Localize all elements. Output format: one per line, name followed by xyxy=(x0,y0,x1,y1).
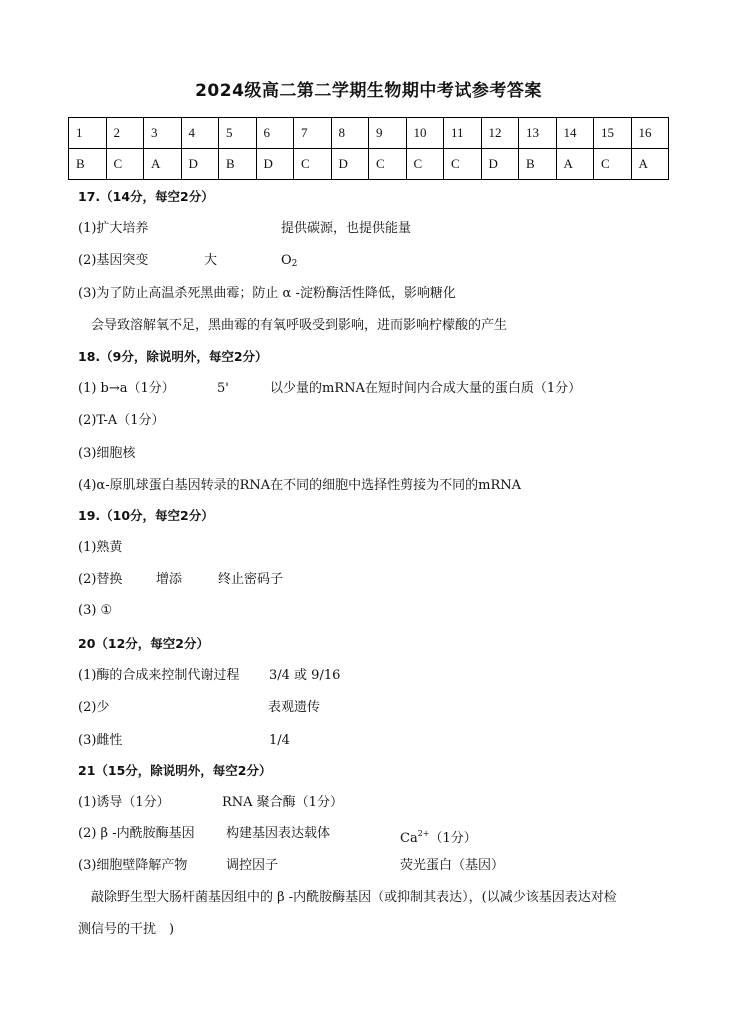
question-number-cell: 16 xyxy=(631,118,669,149)
page-title: 2024级高二第二学期生物期中考试参考答案 xyxy=(195,81,542,101)
q17-answer-2b: 大 xyxy=(204,253,218,268)
q21-header: 21（15分，除说明外，每空2分） xyxy=(78,763,272,778)
answer-table xyxy=(68,117,669,180)
q19-answer-2b: 增添 xyxy=(156,572,183,587)
answer-cell: A xyxy=(631,149,669,180)
answer-cell: B xyxy=(69,149,107,180)
q20-answer-3a: (3)雌性 xyxy=(78,733,123,748)
q19-answer-2c: 终止密码子 xyxy=(218,572,284,587)
answer-cell: C xyxy=(106,149,144,180)
answer-cell: C xyxy=(294,149,332,180)
q17-header: 17.（14分，每空2分） xyxy=(78,189,214,204)
answer-cell: C xyxy=(369,149,407,180)
q21-answer-3c: 荧光蛋白（基因） xyxy=(400,858,505,873)
answer-cell: D xyxy=(181,149,219,180)
question-number-cell: 9 xyxy=(369,118,407,149)
q19-header: 19.（10分，每空2分） xyxy=(78,508,214,523)
question-number-cell: 14 xyxy=(556,118,594,149)
question-number-cell: 4 xyxy=(181,118,219,149)
q20-answer-1a: (1)酶的合成来控制代谢过程 xyxy=(78,668,240,683)
answer-cell: A xyxy=(556,149,594,180)
question-number-cell: 11 xyxy=(444,118,482,149)
q18-answer-2: (2)T-A（1分） xyxy=(78,413,165,428)
question-number-cell: 2 xyxy=(106,118,144,149)
q17-answer-1b: 提供碳源，也提供能量 xyxy=(281,221,412,236)
answer-table-answer-row xyxy=(69,149,669,180)
q20-answer-3b: 1/4 xyxy=(269,733,290,748)
question-number-cell: 6 xyxy=(256,118,294,149)
q18-answer-4: (4)α-原肌球蛋白基因转录的RNA在不同的细胞中选择性剪接为不同的mRNA xyxy=(78,478,522,493)
q18-answer-1c: 以少量的mRNA在短时间内合成大量的蛋白质（1分） xyxy=(270,381,582,396)
q21-answer-3-cont: 敲除野生型大肠杆菌基因组中的 β -内酰胺酶基因（或抑制其表达），(以减少该基因表达对检 xyxy=(91,890,617,905)
q20-answer-2a: (2)少 xyxy=(78,700,110,715)
q18-answer-1b: 5' xyxy=(217,381,229,396)
q21-answer-3b: 调控因子 xyxy=(226,858,279,873)
q21-answer-3a: (3)细胞壁降解产物 xyxy=(78,858,188,873)
question-number-cell: 10 xyxy=(406,118,444,149)
q18-answer-3: (3)细胞核 xyxy=(78,446,136,461)
q20-header: 20（12分，每空2分） xyxy=(78,636,209,651)
question-number-cell: 7 xyxy=(294,118,332,149)
q17-answer-1a: (1)扩大培养 xyxy=(78,221,149,236)
answer-cell: D xyxy=(256,149,294,180)
q20-answer-1b: 3/4 或 9/16 xyxy=(269,668,341,683)
q18-header: 18.（9分，除说明外，每空2分） xyxy=(78,349,268,364)
answer-cell: A xyxy=(144,149,182,180)
q19-answer-3: (3) ① xyxy=(78,603,113,618)
q21-answer-1a: (1)诱导（1分） xyxy=(78,795,170,810)
question-number-cell: 1 xyxy=(69,118,107,149)
question-number-cell: 15 xyxy=(594,118,632,149)
q17-answer-3-cont: 会导致溶解氧不足，黑曲霉的有氧呼吸受到影响，进而影响柠檬酸的产生 xyxy=(91,318,508,333)
answer-cell: D xyxy=(331,149,369,180)
answer-cell: D xyxy=(481,149,519,180)
answer-cell: C xyxy=(406,149,444,180)
q21-answer-3-cont-2: 测信号的干扰 ) xyxy=(78,922,175,937)
q21-answer-1b: RNA 聚合酶（1分） xyxy=(222,795,343,810)
q17-answer-2a: (2)基因突变 xyxy=(78,253,149,268)
question-number-cell: 5 xyxy=(219,118,257,149)
question-number-cell: 3 xyxy=(144,118,182,149)
q19-answer-1: (1)熟黄 xyxy=(78,540,123,555)
q17-answer-3: (3)为了防止高温杀死黑曲霉；防止 α -淀粉酶活性降低，影响糖化 xyxy=(78,286,456,301)
q21-answer-2c: $Ca^{2+}(1$分） xyxy=(400,829,477,846)
q17-answer-2c: $O_2$ xyxy=(281,253,298,269)
q19-answer-2a: (2)替换 xyxy=(78,572,123,587)
q18-answer-1a: (1) b→a（1分） xyxy=(78,381,175,396)
q21-answer-2b: 构建基因表达载体 xyxy=(226,826,331,841)
answer-cell: B xyxy=(519,149,557,180)
q21-answer-2a: (2) β -内酰胺酶基因 xyxy=(78,826,195,841)
answer-cell: C xyxy=(594,149,632,180)
q20-answer-2b: 表观遗传 xyxy=(268,700,321,715)
question-number-cell: 13 xyxy=(519,118,557,149)
answer-table-number-row xyxy=(69,118,669,149)
question-number-cell: 12 xyxy=(481,118,519,149)
question-number-cell: 8 xyxy=(331,118,369,149)
answer-cell: B xyxy=(219,149,257,180)
answer-cell: C xyxy=(444,149,482,180)
